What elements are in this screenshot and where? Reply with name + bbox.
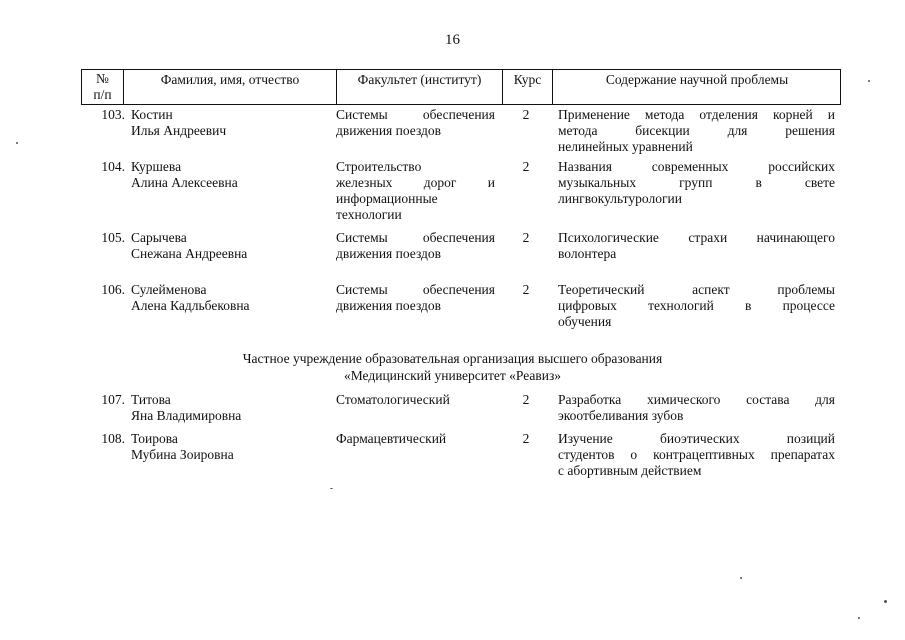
topic-line: музыкальных групп в свете [558, 175, 835, 190]
scan-speck [868, 80, 870, 82]
student-name [131, 392, 331, 424]
section-heading [0, 350, 905, 384]
research-topic [558, 392, 835, 424]
topic-line: Психологические страхи начинающего [558, 230, 835, 245]
topic-line: волонтера [558, 246, 617, 261]
header-number-cell [82, 70, 123, 104]
topic-line: с абортивным действием [558, 463, 702, 478]
research-topic [558, 230, 835, 262]
student-name [131, 282, 331, 314]
student-given-names: Яна Владимировна [131, 408, 242, 423]
faculty-line: Строительство [336, 159, 422, 174]
topic-line: обучения [558, 314, 612, 329]
student-surname: Титова [131, 392, 171, 407]
scan-speck [330, 488, 333, 489]
faculty-line: Стоматологический [336, 392, 450, 407]
faculty [336, 431, 495, 447]
header-number-symbol: № [96, 71, 109, 86]
page-number: 16 [445, 32, 460, 48]
student-name [131, 159, 331, 191]
course: 2 [522, 282, 530, 297]
course: 2 [522, 159, 530, 174]
topic-line: Применение метода отделения корней и [558, 107, 835, 122]
course: 2 [522, 431, 530, 446]
student-name [131, 431, 331, 463]
faculty-line: Системы обеспечения [336, 230, 495, 245]
row-number: 106. [101, 282, 125, 297]
faculty [336, 230, 495, 262]
section-heading-line: «Медицинский университет «Реавиз» [343, 368, 562, 383]
scan-speck [858, 617, 860, 619]
student-given-names: Алена Кадльбековна [131, 298, 250, 313]
student-given-names: Алина Алексеевна [131, 175, 238, 190]
row-number: 108. [101, 431, 125, 446]
topic-line: Названия современных российских [558, 159, 835, 174]
topic-line: Теоретический аспект проблемы [558, 282, 835, 297]
topic-line: метода бисекции для решения [558, 123, 835, 138]
faculty-line: движения поездов [336, 298, 442, 313]
header-faculty: Факультет (институт) [336, 70, 502, 104]
row-number: 105. [101, 230, 125, 245]
student-surname: Тоирова [131, 431, 178, 446]
student-given-names: Илья Андреевич [131, 123, 227, 138]
header-name: Фамилия, имя, отчество [123, 70, 336, 104]
scan-speck [16, 142, 18, 144]
course: 2 [522, 230, 530, 245]
course: 2 [522, 107, 530, 122]
research-topic [558, 107, 835, 155]
student-given-names: Снежана Андреевна [131, 246, 248, 261]
row-number: 103. [101, 107, 125, 122]
faculty [336, 392, 495, 408]
course: 2 [522, 392, 530, 407]
topic-line: цифровых технологий в процессе [558, 298, 835, 313]
topic-line: лингвокультурологии [558, 191, 682, 206]
student-surname: Куршева [131, 159, 182, 174]
topic-line: нелинейных уравнений [558, 139, 693, 154]
student-surname: Сулейменова [131, 282, 207, 297]
section-heading-line: Частное учреждение образовательная организация высшего образования [242, 351, 663, 366]
faculty-line: Системы обеспечения [336, 282, 495, 297]
header-course: Курс [502, 70, 552, 104]
topic-line: Разработка химического состава для [558, 392, 835, 407]
topic-line: студентов о контрацептивных препаратах [558, 447, 835, 462]
faculty [336, 159, 495, 223]
research-topic [558, 431, 835, 479]
faculty-line: движения поездов [336, 123, 442, 138]
table-header [81, 69, 841, 105]
faculty-line: технологии [336, 207, 402, 222]
row-number: 104. [101, 159, 125, 174]
faculty-line: Фармацевтический [336, 431, 447, 446]
faculty-line: движения поездов [336, 246, 442, 261]
row-number: 107. [101, 392, 125, 407]
scan-speck [740, 577, 742, 579]
topic-line: экоотбеливания зубов [558, 408, 684, 423]
research-topic [558, 159, 835, 207]
research-topic [558, 282, 835, 330]
topic-line: Изучение биоэтических позиций [558, 431, 835, 446]
student-surname: Костин [131, 107, 173, 122]
faculty-line: информационные [336, 191, 438, 206]
student-surname: Сарычева [131, 230, 187, 245]
scan-speck [884, 600, 887, 603]
faculty [336, 282, 495, 314]
faculty-line: железных дорог и [336, 175, 495, 190]
student-name [131, 107, 331, 139]
student-name [131, 230, 331, 262]
faculty-line: Системы обеспечения [336, 107, 495, 122]
header-content: Содержание научной проблемы [552, 70, 841, 104]
student-given-names: Мубина Зоировна [131, 447, 234, 462]
header-number-abbrev: п/п [93, 87, 112, 102]
faculty [336, 107, 495, 139]
